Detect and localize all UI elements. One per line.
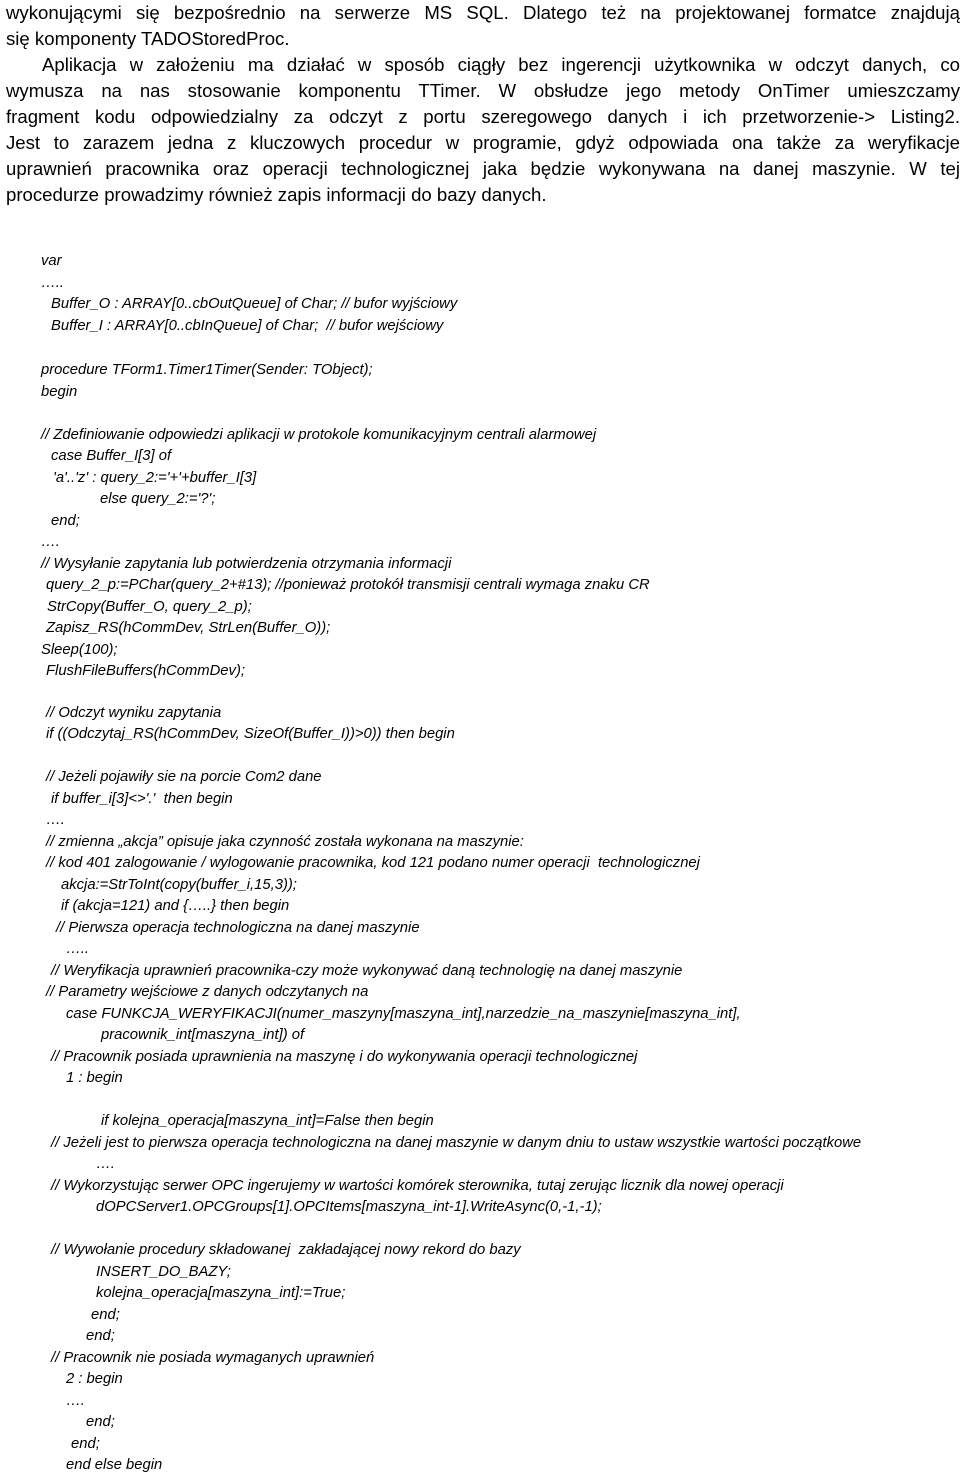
code-line: // Zdefiniowanie odpowiedzi aplikacji w protokole komunikacyjnym centrali alarmowej — [41, 426, 597, 443]
code-line: else query_2:='?'; — [100, 491, 216, 508]
code-line: // Jeżeli pojawiły sie na porcie Com2 dane — [46, 769, 322, 785]
code-line: case Buffer_I[3] of — [51, 448, 172, 465]
code-line: // Wysyłanie zapytania lub potwierdzenia otrzymania informacji — [41, 555, 452, 572]
code-line: FlushFileBuffers(hCommDev); — [46, 663, 245, 680]
code-line: end; — [86, 1328, 115, 1344]
prose-line: procedurze prowadzimy również zapis informacji do bazy danych. — [6, 184, 547, 205]
prose-line: Jest to zarazem jedna z kluczowych procedur w programie, gdyż odpowiada ona także za weryfikacje — [6, 132, 960, 153]
prose-line: uprawnień pracownika oraz operacji technologicznej jaka będzie wykonywana na danej maszynie. W tej — [6, 158, 960, 179]
code-line: begin — [41, 383, 78, 400]
code-line: // Weryfikacja uprawnień pracownika-czy może wykonywać daną technologię na danej maszynie — [51, 962, 683, 979]
code-line: …. — [41, 534, 60, 551]
code-line: …. — [96, 1156, 115, 1172]
code-line: // Wywołanie procedury składowanej zakładającej nowy rekord do bazy — [51, 1242, 521, 1258]
code-line: // Odczyt wyniku zapytania — [46, 704, 222, 721]
code-line: var — [41, 253, 62, 269]
code-line: kolejna_operacja[maszyna_int]:=True; — [96, 1285, 346, 1301]
code-line: // Parametry wejściowe z danych odczytanych na — [46, 984, 369, 1000]
code-line: case FUNKCJA_WERYFIKACJI(numer_maszyny[maszyna_int],narzedzie_na_maszynie[maszyna_int], — [66, 1005, 741, 1022]
code-line: end; — [51, 512, 80, 529]
code-line: …. — [66, 1392, 85, 1409]
code-line: if (akcja=121) and {…..} then begin — [61, 898, 290, 914]
prose-line: fragment kodu odpowiedzialny za odczyt z portu szeregowego danych i ich przetworzenie-> Listing2. — [6, 106, 960, 127]
code-line: Buffer_O : ARRAY[0..cbOutQueue] of Char; // bufor wyjściowy — [51, 296, 458, 312]
code-line: query_2_p:=PChar(query_2+#13); //ponieważ protokół transmisji centrali wymaga znaku CR — [46, 577, 650, 594]
code-line: // Jeżeli jest to pierwsza operacja technologiczna na danej maszynie w danym dniu to ustaw wszystkie wartości początkowe — [51, 1134, 862, 1151]
code-line: // Wykorzystując serwer OPC ingerujemy w wartości komórek sterownika, tutaj zerując licznik dla nowej operacji — [51, 1177, 784, 1194]
code-line: INSERT_DO_BAZY; — [96, 1263, 231, 1280]
prose-line: wymusza na nas stosowanie komponentu TTimer. W obsłudze jego metody OnTimer umieszczamy — [6, 80, 960, 101]
code-line: Sleep(100); — [41, 641, 118, 658]
code-line: akcja:=StrToInt(copy(buffer_i,15,3)); — [61, 876, 297, 893]
code-line: if buffer_i[3]<>'.' then begin — [51, 790, 233, 807]
code-line: end; — [71, 1435, 100, 1452]
code-line: if kolejna_operacja[maszyna_int]=False then begin — [101, 1113, 434, 1129]
code-line: end; — [91, 1306, 120, 1323]
code-line: end else begin — [66, 1457, 163, 1473]
code-line: // kod 401 zalogowanie / wylogowanie pracownika, kod 121 podano numer operacji technologicznej — [46, 855, 700, 871]
prose-line: Aplikacja w założeniu ma działać w sposób ciągły bez ingerencji użytkownika w odczyt danych, co — [42, 54, 960, 75]
code-line: pracownik_int[maszyna_int]) of — [101, 1027, 305, 1043]
code-line: // Pierwsza operacja technologiczna na danej maszynie — [56, 919, 420, 936]
code-line: // zmienna „akcja” opisuje jaka czynność została wykonana na maszynie: — [46, 833, 524, 850]
code-line: Zapisz_RS(hCommDev, StrLen(Buffer_O)); — [46, 620, 331, 637]
code-line: Buffer_I : ARRAY[0..cbInQueue] of Char; // bufor wejściowy — [51, 317, 444, 334]
code-line: procedure TForm1.Timer1Timer(Sender: TObject); — [41, 362, 373, 379]
code-line: if ((Odczytaj_RS(hCommDev, SizeOf(Buffer_I))>0)) then begin — [46, 726, 455, 742]
code-line: 'a'..'z' : query_2:='+'+buffer_I[3] — [53, 469, 257, 486]
code-line: ….. — [41, 274, 65, 291]
code-line: 2 : begin — [66, 1371, 123, 1387]
code-line: dOPCServer1.OPCGroups[1].OPCItems[maszyna_int-1].WriteAsync(0,-1,-1); — [96, 1199, 602, 1215]
code-line: StrCopy(Buffer_O, query_2_p); — [47, 598, 252, 615]
code-line: …. — [46, 812, 65, 828]
code-line: ….. — [66, 941, 90, 957]
code-line: // Pracownik nie posiada wymaganych uprawnień — [51, 1349, 375, 1366]
code-line: end; — [86, 1414, 115, 1430]
code-line: 1 : begin — [66, 1070, 123, 1086]
prose-line: wykonującymi się bezpośrednio na serwerze MS SQL. Dlatego też na projektowanej formatce znajdują — [6, 2, 960, 23]
code-line: // Pracownik posiada uprawnienia na maszynę i do wykonywania operacji technologicznej — [51, 1048, 638, 1065]
prose-line: się komponenty TADOStoredProc. — [6, 28, 290, 49]
